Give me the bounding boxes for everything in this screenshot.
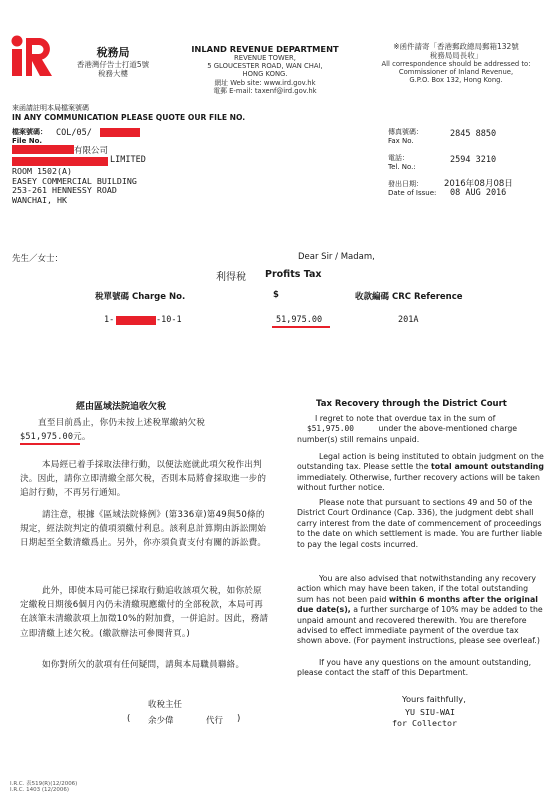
tel-no: 2594 3210 <box>450 155 497 165</box>
en-p4-bold: within 6 months after the original due date(s), <box>297 594 538 615</box>
en-signer-role: for Collector <box>392 718 457 728</box>
header-en-block <box>190 44 340 95</box>
address-line-4: WANCHAI, HK <box>12 194 67 205</box>
amount-value: 51,975.00 <box>276 315 323 325</box>
zh-heading: 經由區域法院追收欠稅 <box>76 402 167 412</box>
en-p4-a: You are also advised that notwithstanding any recovery action which may have been taken, if the total outstanding sum has not been paid <box>297 574 536 604</box>
subject-en: Profits Tax <box>265 269 322 280</box>
subject-zh: 利得稅 <box>216 272 246 283</box>
fax-no: 2845 8850 <box>450 129 497 139</box>
en-p1-rest: under the above-mentioned charge number(s) still remains unpaid. <box>297 424 518 444</box>
zh-sign-role: 代行 <box>206 716 224 726</box>
tel-label-zh: 電話： <box>388 154 409 162</box>
header-zh-block <box>68 44 158 78</box>
salutation-zh: 先生／女士： <box>12 254 64 264</box>
addressee-zh-redaction <box>12 145 74 154</box>
addressee-zh-suffix: 有限公司 <box>74 146 109 156</box>
zh-p1-amount: $51,975.00元 <box>20 432 82 443</box>
en-heading: Tax Recovery through the District Court <box>316 399 507 409</box>
zh-p1-end: 。 <box>81 432 91 443</box>
corr-en-1: All correspondence should be addressed to: <box>381 60 531 68</box>
corr-zh-2: 稅務局局長收」 <box>429 51 483 60</box>
corr-en-3: G.P.O. Box 132, Hong Kong. <box>409 76 503 85</box>
dept-address-en-2: 5 GLOUCESTER ROAD, WAN CHAI, <box>207 62 323 71</box>
fax-label-en: Fax No. <box>388 137 414 145</box>
issue-date-zh: 2016年08月08日 <box>444 179 513 189</box>
issue-date-en: 08 AUG 2016 <box>450 188 507 198</box>
footer-code-1: I.R.C. 表519(R)(12/2006) <box>10 781 78 787</box>
footer-code-2: I.R.C. 1403 (12/2006) <box>10 787 69 793</box>
addressee-en-redaction <box>12 157 108 166</box>
charge-no-prefix: 1- <box>104 315 115 325</box>
col-header-charge: 稅單號碼 Charge No. <box>95 292 186 302</box>
dept-address-en-1: REVENUE TOWER, <box>234 54 296 62</box>
dept-name-en: INLAND REVENUE DEPARTMENT <box>191 44 339 54</box>
issue-label-zh: 發出日期： <box>388 180 423 188</box>
en-signer: YU SIU-WAI <box>405 707 455 717</box>
zh-sign-open: ( <box>127 714 131 724</box>
en-p4-b: a further surcharge of 10% may be added to the unpaid amount and recovered therewith. You are therefore advised to effect immediate payment of the overdue tax shown above. (For payment instructions, please see overleaf.) <box>297 605 543 646</box>
en-para-4 <box>297 574 545 647</box>
correspondence-block <box>372 42 540 85</box>
dept-address-en-3: HONG KONG. <box>242 70 288 79</box>
en-p2-bold: total amount outstanding <box>430 462 544 472</box>
en-p2-a: Legal action is being instituted to obtain judgment on the outstanding tax. Please settle the <box>297 452 544 472</box>
dept-name-zh: 稅務局 <box>96 46 130 59</box>
en-p1-amount: $51,975.00 <box>307 424 354 434</box>
dept-address-zh-2: 稅務大樓 <box>98 69 128 78</box>
amount-underline <box>272 326 330 328</box>
zh-amount-underline <box>20 443 80 445</box>
address-line-2: EASEY COMMERCIAL BUILDING <box>12 175 137 186</box>
email-address[interactable]: 電郵 E-mail: taxenf@ird.gov.hk <box>213 86 317 95</box>
en-para-5: If you have any questions on the amount outstanding, please contact the staff of this Department. <box>297 658 532 678</box>
zh-para-2: 本局經已着手採取法律行動，以便法庭就此項欠稅作出判決。因此，請你立即清繳全部欠稅，否則本局將會採取進一步的追討行動，不再另行通知。 <box>20 460 267 499</box>
charge-no-redaction <box>116 316 156 325</box>
fax-label-zh: 傳真號碼： <box>388 128 423 136</box>
en-para-3: Please note that pursuant to sections 49 and 50 of the District Court Ordinance (Cap. 336), the judgment debt shall carry interest from the date of commencement of proceedings to the date on which settlement is made. You are further liable to pay the legal costs incurred. <box>297 498 543 549</box>
ird-logo-icon <box>10 34 54 78</box>
tel-label-en: Tel. No.: <box>388 163 416 171</box>
salutation-en: Dear Sir / Madam, <box>298 252 375 262</box>
file-notice-zh: 來函請註明本局檔案號碼 <box>12 104 89 112</box>
file-no-redaction <box>100 128 140 137</box>
zh-sign-name: 余少偉 <box>148 716 174 726</box>
ird-logo <box>10 34 54 78</box>
zh-para-5: 如你對所欠的款項有任何疑問，請與本局職員聯絡。 <box>42 660 245 670</box>
en-p2-b: immediately. Otherwise, further recovery actions will be taken without further notice. <box>297 472 540 493</box>
zh-para-3: 請注意，根據《區域法院條例》(第336章)第49與50條的規定，經法院判定的債項須繳付利息。該利息計算期由訴訟開始日期起至全數清繳爲止。另外，你亦須負責支付有關的訴訟費。 <box>20 510 267 549</box>
en-para-1 <box>297 414 545 445</box>
file-no: COL/05/ <box>56 128 92 138</box>
en-closing: Yours faithfully, <box>402 694 466 704</box>
en-para-2 <box>297 452 545 494</box>
file-label-zh: 檔案號碼： <box>12 128 47 136</box>
zh-sign-title: 收稅主任 <box>147 700 182 710</box>
corr-en-2: Commissioner of Inland Revenue, <box>398 68 514 77</box>
issue-label-en: Date of Issue: <box>388 189 437 197</box>
web-site[interactable]: 網址 Web site: www.ird.gov.hk <box>214 78 316 87</box>
addressee-en-suffix: LIMITED <box>110 155 146 165</box>
crc-value: 201A <box>398 315 419 325</box>
zh-sign-close: ) <box>237 714 241 724</box>
addressee-address <box>12 167 137 205</box>
charge-no-suffix: -10-1 <box>156 315 182 325</box>
corr-zh-1: ※函件請寄「香港郵政總局郵箱132號 <box>393 42 519 51</box>
zh-para-4: 此外，即使本局可能已採取行動追收該項欠稅，如你於原定繳稅日期後6個月內仍未清繳現應繳付的全部稅款，本局可再在該筆未清繳款項上加徵10%的附加費，一併追討。因此，務請立即清繳上述欠稅。(繳款辦法可參閱背頁。) <box>20 586 269 639</box>
file-notice-en: IN ANY COMMUNICATION PLEASE QUOTE OUR FILE NO. <box>12 113 246 122</box>
dept-address-zh-1: 香港灣仔告士打道5號 <box>76 60 150 69</box>
address-line-3: 253-261 HENNESSY ROAD <box>12 185 117 196</box>
col-header-crc: 收款編碼 CRC Reference <box>355 292 463 302</box>
col-header-amount: $ <box>273 290 279 300</box>
zh-p1-line: 直至目前爲止，你仍未按上述稅單繳納欠稅 <box>38 418 206 428</box>
zh-para-1 <box>20 416 270 444</box>
file-label-en: File No. <box>12 137 43 145</box>
en-p1-text: I regret to note that overdue tax in the sum of <box>315 414 496 423</box>
address-line-1: ROOM 1502(A) <box>12 166 72 176</box>
